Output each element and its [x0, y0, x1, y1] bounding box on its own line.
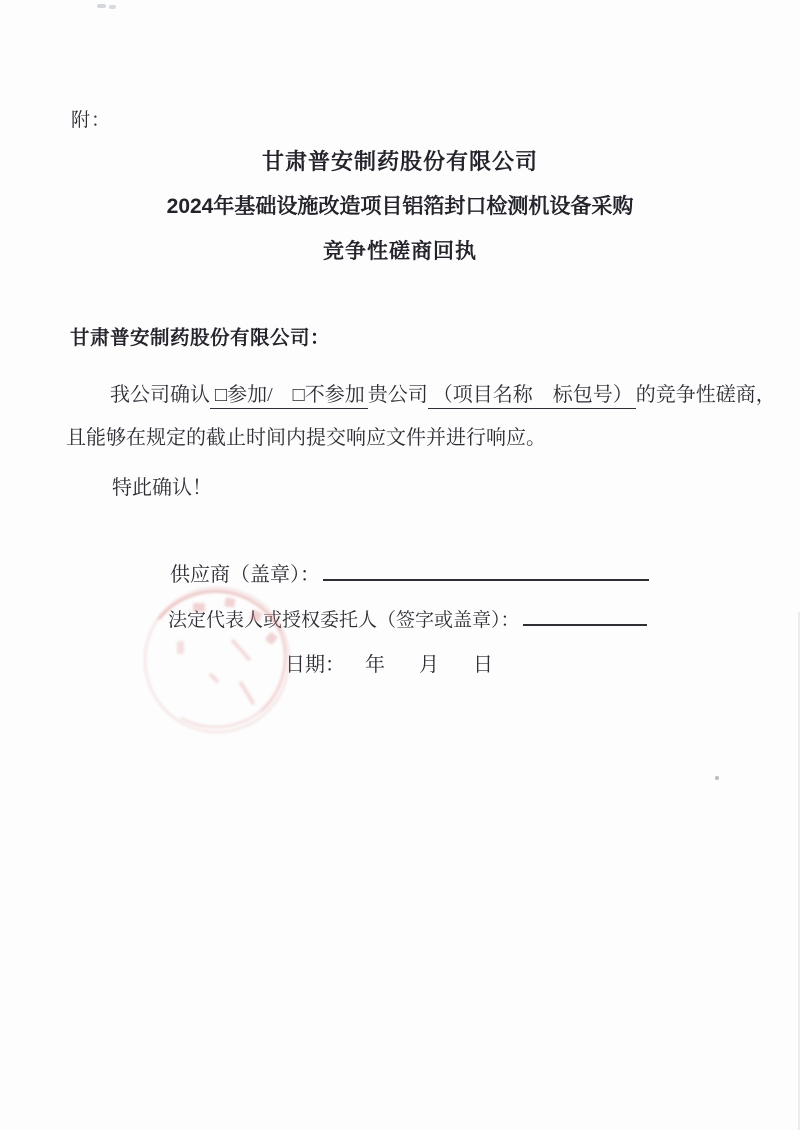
representative-signature-line	[168, 605, 647, 632]
company-title: 甘肃普安制药股份有限公司	[261, 149, 538, 174]
scan-artifact-speck	[97, 4, 106, 8]
attachment-label: 附：	[71, 110, 112, 131]
confirm-lead-text: 我公司确认	[110, 384, 210, 406]
representative-label: 法定代表人或授权委托人（签字或盖章）：	[168, 610, 520, 631]
body-line-1	[66, 383, 776, 407]
date-month-label: 月	[419, 654, 439, 676]
participation-choice-blank: □参加/ □不参加	[210, 384, 368, 409]
project-name-blank: （项目名称 标包号）	[428, 384, 636, 409]
date-day-label: 日	[473, 654, 493, 676]
body-line-2: 且能够在规定的截止时间内提交响应文件并进行响应。	[66, 427, 546, 449]
supplier-signature-blank	[323, 559, 649, 581]
scan-artifact-speck	[715, 776, 719, 780]
date-label: 日期：	[285, 654, 345, 676]
project-title: 2024年基础设施改造项目铝箔封口检测机设备采购	[166, 195, 634, 218]
supplier-signature-line	[170, 558, 649, 587]
scan-artifact-speck	[109, 5, 116, 9]
supplier-seal-label: 供应商（盖章）：	[170, 564, 320, 586]
confirmation-statement: 特此确认！	[112, 477, 212, 499]
confirm-tail-text: 的竞争性磋商，	[635, 384, 776, 406]
document-type-title: 竞争性磋商回执	[323, 240, 477, 263]
date-year-label: 年	[365, 654, 385, 676]
date-line	[285, 648, 493, 677]
company-ref-text: 贵公司	[367, 384, 428, 406]
salutation-line: 甘肃普安制药股份有限公司：	[70, 327, 331, 349]
representative-signature-blank	[523, 605, 647, 626]
